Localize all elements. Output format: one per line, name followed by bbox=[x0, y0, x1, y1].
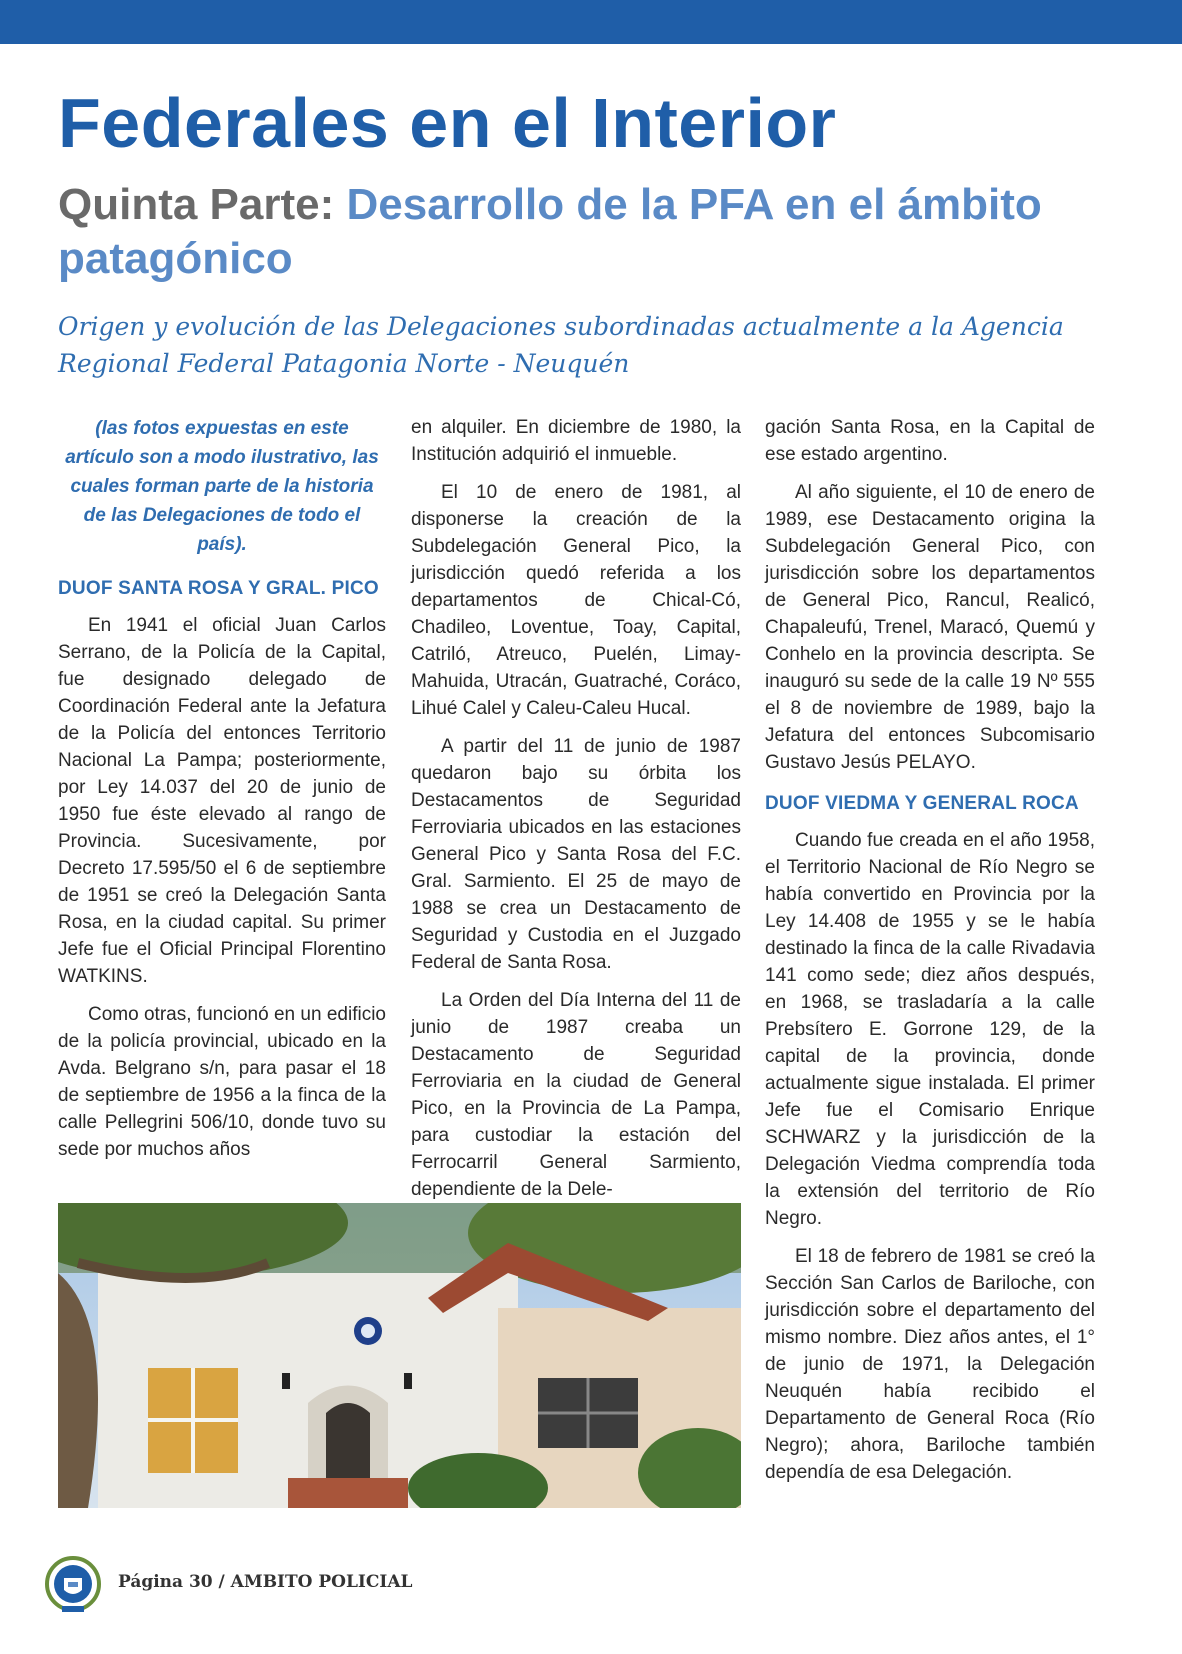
paragraph: El 18 de febrero de 1981 se creó la Sección San Carlos de Bariloche, con jurisdicción sobre el departamento del mismo nombre. Diez años antes, el 1° de junio de 1971, la Delegación Neuquén había recibido el Departamento de General Roca (Río Negro); ahora, Bariloche también dependía de esa Delegación. bbox=[765, 1246, 1095, 1483]
subtitle-rest: Desarrollo de la PFA en el ámbito patagónico bbox=[58, 180, 1042, 283]
section-heading-santa-rosa: DUOF SANTA ROSA Y GRAL. PICO bbox=[58, 578, 379, 599]
delegation-building-photo bbox=[58, 1203, 741, 1508]
paragraph: Cuando fue creada en el año 1958, el Territorio Nacional de Río Negro se había convertido en Provincia por la Ley 14.408 de 1955 y se le había destinado la finca de la calle Rivadavia 141 como sede; diez años después, en 1968, se trasladaría a la calle Prebsítero E. Gorrone 129, de la capital de la provincia, donde actualmente sigue instalada. El primer Jefe fue el Comisario Enrique SCHWARZ y la jurisdicción de la Delegación Viedma comprendía toda la extensión del territorio de Río Negro. bbox=[765, 830, 1095, 1229]
paragraph: La Orden del Día Interna del 11 de junio de 1987 creaba un Destacamento de Seguridad Ferroviaria en la ciudad de General Pico, en la Provincia de La Pampa, para custodiar la estación del Ferrocarril General Sarmiento, dependiente de la Dele- bbox=[411, 990, 741, 1200]
subtitle-lead: Quinta Parte: bbox=[58, 180, 335, 229]
paragraph: Al año siguiente, el 10 de enero de 1989, ese Destacamento origina la Subdelegación General Pico, con jurisdicción sobre los departamentos de General Pico, Rancul, Realicó, Chapaleufú, Trenel, Maracó, Quemú y Conhelo en la provincia descripta. Se inauguró su sede de la calle 19 Nº 555 el 8 de noviembre de 1989, bajo la Jefatura del entonces Subcomisario Gustavo Jesús PELAYO. bbox=[765, 482, 1095, 773]
paragraph: El 10 de enero de 1981, al disponerse la creación de la Subdelegación General Pico, la jurisdicción quedó referida a los departamentos de Chical-Có, Chadileo, Loventue, Toay, Capital, Catriló, Atreuco, Puelén, Limay-Mahuida, Utracán, Guatraché, Coráco, Lihué Calel y Caleu-Caleu Hucal. bbox=[411, 482, 741, 719]
page-subtitle bbox=[58, 178, 1138, 286]
paragraph: Como otras, funcionó en un edificio de la policía provincial, ubicado en la Avda. Belgrano s/n, para pasar el 18 de septiembre de 1956 a la finca de la calle Pellegrini 506/10, donde tuvo su sede por muchos años bbox=[58, 1004, 386, 1160]
column-1 bbox=[58, 414, 386, 1174]
page-footer: Página 30 / AMBITO POLICIAL bbox=[118, 1572, 413, 1592]
paragraph: gación Santa Rosa, en la Capital de ese estado argentino. bbox=[765, 417, 1095, 465]
top-color-bar bbox=[0, 0, 1182, 44]
ambito-policial-emblem-icon bbox=[44, 1554, 102, 1616]
column-2 bbox=[411, 414, 741, 1214]
paragraph: En 1941 el oficial Juan Carlos Serrano, de la Policía de la Capital, fue designado delegado de Coordinación Federal ante la Jefatura de la Policía del entonces Territorio Nacional La Pampa; posteriormente, por Ley 14.037 del 20 de junio de 1950 fue éste elevado al rango de Provincia. Sucesivamente, por Decreto 17.595/50 el 6 de septiembre de 1951 se creó la Delegación Santa Rosa, en la ciudad capital. Su primer Jefe fue el Oficial Principal Florentino WATKINS. bbox=[58, 615, 386, 987]
paragraph: en alquiler. En diciembre de 1980, la Institución adquirió el inmueble. bbox=[411, 417, 741, 465]
paragraph: A partir del 11 de junio de 1987 quedaron bajo su órbita los Destacamentos de Seguridad Ferroviaria ubicados en las estaciones General Pico y Santa Rosa del F.C. Gral. Sarmiento. El 25 de mayo de 1988 se crea un Destacamento de Seguridad y Custodia en el Juzgado Federal de Santa Rosa. bbox=[411, 736, 741, 973]
page-title: Federales en el Interior bbox=[58, 84, 837, 162]
section-heading-viedma: DUOF VIEDMA Y GENERAL ROCA bbox=[765, 793, 1079, 814]
article-deck: Origen y evolución de las Delegaciones subordinadas actualmente a la Agencia Regional Federal Patagonia Norte - Neuquén bbox=[58, 312, 1064, 378]
column-3 bbox=[765, 414, 1095, 1497]
photo-note: (las fotos expuestas en este artículo son a modo ilustrativo, las cuales forman parte de la historia de las Delegaciones de todo el país). bbox=[65, 418, 379, 555]
